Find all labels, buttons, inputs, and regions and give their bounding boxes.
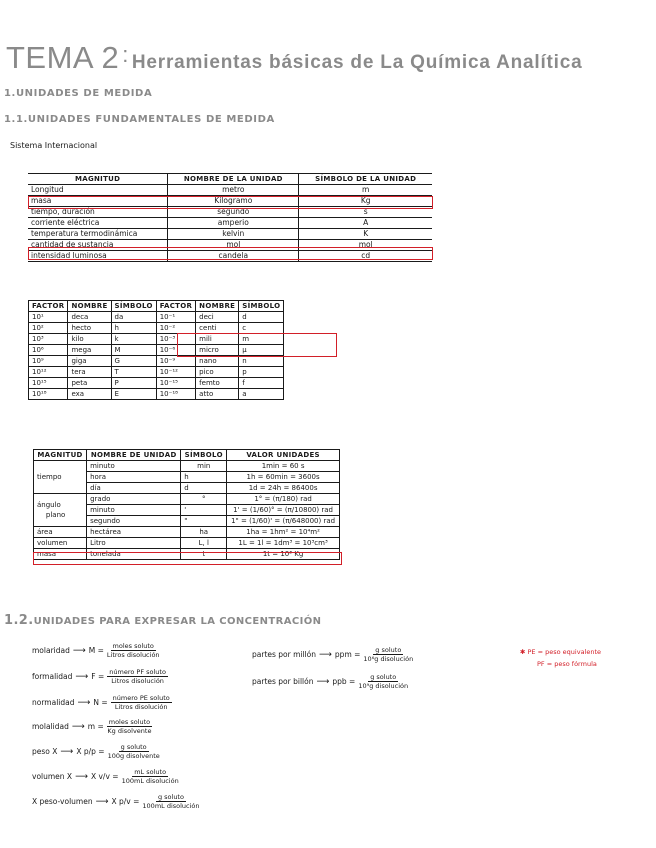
denominator: 100mL disolución	[142, 802, 200, 810]
header-cell: VALOR UNIDADES	[227, 450, 340, 461]
table-cell	[34, 494, 87, 527]
fraction	[108, 743, 160, 760]
table-cell: 1' = (1/60)° = (π/10800) rad	[227, 505, 340, 516]
note-pe: ✱ PE = peso equivalente	[520, 648, 602, 656]
table-row	[29, 345, 284, 356]
table-cell: deca	[68, 312, 111, 323]
arrow-icon: ⟶	[77, 697, 91, 708]
table-cell: min	[181, 461, 227, 472]
formula-ppm	[252, 646, 413, 663]
table-cell: micro	[196, 345, 239, 356]
formula-lhs: X p/p =	[76, 747, 105, 756]
table-cell: 10⁻¹⁸	[156, 389, 195, 400]
table-cell: mega	[68, 345, 111, 356]
denominator: 100mL disolución	[121, 777, 179, 785]
table-cell: ha	[181, 527, 227, 538]
header-cell: SÍMBOLO DE LA UNIDAD	[299, 174, 432, 185]
header-cell: NOMBRE	[68, 301, 111, 312]
table-cell: °	[181, 494, 227, 505]
formula-normalidad	[32, 694, 172, 711]
table-cell: masa	[28, 196, 168, 207]
table-cell: metro	[168, 185, 299, 196]
formula-name: peso X	[32, 747, 58, 756]
table-cell: t	[181, 549, 227, 560]
header-cell: NOMBRE DE UNIDAD	[87, 450, 181, 461]
table-cell: atto	[196, 389, 239, 400]
table-cell: candela	[168, 251, 299, 262]
numerator: g soluto	[157, 793, 184, 801]
fraction	[111, 694, 172, 711]
formula-name: normalidad	[32, 698, 75, 707]
fraction	[107, 668, 168, 685]
plane-label: plano	[45, 511, 66, 519]
formula-formalidad	[32, 668, 168, 685]
table-cell: L, l	[181, 538, 227, 549]
table-cell: P	[111, 378, 156, 389]
table-cell: mol	[299, 240, 432, 251]
arrow-icon: ⟶	[319, 649, 332, 660]
table-cell: exa	[68, 389, 111, 400]
table-row	[34, 527, 340, 538]
table-cell: f	[239, 378, 284, 389]
numerator: número PF soluto	[109, 668, 166, 676]
table-row	[28, 251, 432, 262]
table-cell: 10⁻³	[156, 334, 195, 345]
table-cell: 10⁻¹²	[156, 367, 195, 378]
table-cell: masa	[34, 549, 87, 560]
table-cell: área	[34, 527, 87, 538]
page-title	[6, 40, 582, 76]
table-cell: 1t = 10³ Kg	[227, 549, 340, 560]
table-cell: segundo	[168, 207, 299, 218]
section-number: 1.2.	[4, 613, 34, 628]
table-row	[28, 185, 432, 196]
table-cell: 10¹⁸	[29, 389, 68, 400]
formula-peso-volumen	[32, 793, 200, 810]
denominator: 100g disolvente	[107, 752, 160, 760]
prefixes-table	[28, 300, 284, 400]
table-cell: n	[239, 356, 284, 367]
numerator: mL soluto	[134, 768, 167, 776]
table-cell: hectárea	[87, 527, 181, 538]
denominator: Litros disolución	[114, 703, 168, 711]
table-cell: corriente eléctrica	[28, 218, 168, 229]
table-cell: A	[299, 218, 432, 229]
table-row	[34, 538, 340, 549]
table-cell: '	[181, 505, 227, 516]
table-cell: 10¹	[29, 312, 68, 323]
note-pf: PF = peso fórmula	[537, 660, 597, 668]
table-row	[28, 240, 432, 251]
table-cell: tonelada	[87, 549, 181, 560]
formula-ppb	[252, 673, 408, 690]
header-cell: SÍMBOLO	[239, 301, 284, 312]
table-cell: minuto	[87, 505, 181, 516]
formula-lhs: ppm =	[334, 650, 361, 659]
table-cell: 10¹²	[29, 367, 68, 378]
table-cell: 10²	[29, 323, 68, 334]
table-cell: 1h = 60min = 3600s	[227, 472, 340, 483]
header-cell: NOMBRE	[196, 301, 239, 312]
denominator: Litros disolución	[111, 677, 164, 685]
formula-lhs: X p/v =	[111, 797, 140, 806]
table-cell: 1L = 1l = 1dm³ = 10³cm³	[227, 538, 340, 549]
non-si-units-table	[33, 449, 340, 560]
header-cell: FACTOR	[156, 301, 195, 312]
formula-lhs: m =	[87, 722, 104, 731]
table-cell: tiempo, duración	[28, 207, 168, 218]
header-cell: MAGNITUD	[28, 174, 168, 185]
denominator: 10⁹g disolución	[358, 682, 409, 690]
angle-label: ángulo	[37, 501, 61, 509]
subheading-si: Sistema Internacional	[10, 141, 98, 150]
table-cell: tera	[68, 367, 111, 378]
title-colon: :	[122, 42, 129, 67]
formula-molalidad	[32, 718, 152, 735]
table-row	[28, 229, 432, 240]
formula-lhs: ppb =	[332, 677, 356, 686]
table-row	[34, 461, 340, 472]
table-cell: pico	[196, 367, 239, 378]
table-header-row	[28, 174, 432, 185]
header-cell: SÍMBOLO	[111, 301, 156, 312]
header-cell: MAGNITUD	[34, 450, 87, 461]
table-cell: k	[111, 334, 156, 345]
numerator: número PE soluto	[112, 694, 170, 702]
table-cell: h	[111, 323, 156, 334]
table-cell: mili	[196, 334, 239, 345]
table-row	[28, 218, 432, 229]
table-cell: Litro	[87, 538, 181, 549]
table-cell: Kilogramo	[168, 196, 299, 207]
arrow-icon: ⟶	[71, 721, 85, 732]
denominator: 10⁶g disolución	[363, 655, 414, 663]
table-cell: intensidad luminosa	[28, 251, 168, 262]
table-cell: nano	[196, 356, 239, 367]
header-cell: FACTOR	[29, 301, 68, 312]
arrow-icon: ⟶	[75, 771, 88, 782]
table-cell: hecto	[68, 323, 111, 334]
fraction	[107, 642, 160, 659]
table-cell: femto	[196, 378, 239, 389]
formula-lhs: M =	[88, 646, 104, 655]
table-cell: deci	[196, 312, 239, 323]
numerator: g soluto	[120, 743, 147, 751]
table-cell: 10¹⁵	[29, 378, 68, 389]
table-header-row	[34, 450, 340, 461]
fraction	[363, 646, 413, 663]
table-cell: minuto	[87, 461, 181, 472]
table-cell: 1ha = 1hm² = 10⁴m²	[227, 527, 340, 538]
fraction	[142, 793, 199, 810]
table-cell: día	[87, 483, 181, 494]
table-cell: p	[239, 367, 284, 378]
fraction	[358, 673, 408, 690]
table-cell: cd	[299, 251, 432, 262]
formula-volumen	[32, 768, 179, 785]
table-row	[34, 494, 340, 505]
formula-lhs: X v/v =	[90, 772, 119, 781]
table-cell: peta	[68, 378, 111, 389]
section-heading-1-2	[4, 613, 321, 628]
header-cell: SÍMBOLO	[181, 450, 227, 461]
table-cell: segundo	[87, 516, 181, 527]
numerator: g soluto	[375, 646, 402, 654]
table-cell: 10⁻⁹	[156, 356, 195, 367]
numerator: g soluto	[370, 673, 397, 681]
fraction	[107, 718, 152, 735]
formula-name: partes por millón	[252, 650, 317, 659]
arrow-icon: ⟶	[95, 796, 109, 807]
table-cell: kilo	[68, 334, 111, 345]
table-row	[29, 312, 284, 323]
table-cell: "	[181, 516, 227, 527]
table-cell: giga	[68, 356, 111, 367]
numerator: moles soluto	[108, 718, 151, 726]
table-cell: amperio	[168, 218, 299, 229]
formula-name: volumen X	[32, 772, 73, 781]
formula-name: molalidad	[32, 722, 69, 731]
table-cell: centi	[196, 323, 239, 334]
table-cell: m	[299, 185, 432, 196]
table-cell: mol	[168, 240, 299, 251]
table-cell: 10⁻¹⁵	[156, 378, 195, 389]
formula-name: formalidad	[32, 672, 73, 681]
table-cell: 1d = 24h = 86400s	[227, 483, 340, 494]
header-cell: NOMBRE DE LA UNIDAD	[168, 174, 299, 185]
table-cell: 10⁻²	[156, 323, 195, 334]
table-cell: T	[111, 367, 156, 378]
table-row	[29, 378, 284, 389]
table-cell: d	[181, 483, 227, 494]
table-row	[28, 207, 432, 218]
table-cell: M	[111, 345, 156, 356]
formula-peso	[32, 743, 160, 760]
table-cell: 10⁹	[29, 356, 68, 367]
table-cell: c	[239, 323, 284, 334]
table-cell: h	[181, 472, 227, 483]
table-row	[29, 389, 284, 400]
formula-name: molaridad	[32, 646, 70, 655]
formula-name: X peso-volumen	[32, 797, 93, 806]
table-row	[28, 196, 432, 207]
table-cell: 1min = 60 s	[227, 461, 340, 472]
table-row	[29, 367, 284, 378]
arrow-icon: ⟶	[75, 671, 89, 682]
title-subject: Herramientas básicas de La Química Analítica	[131, 52, 583, 73]
table-cell: µ	[239, 345, 284, 356]
arrow-icon: ⟶	[60, 746, 74, 757]
table-header-row	[29, 301, 284, 312]
table-row	[34, 549, 340, 560]
formula-molaridad	[32, 642, 160, 659]
table-cell: 1" = (1/60)' = (π/648000) rad	[227, 516, 340, 527]
arrow-icon: ⟶	[72, 645, 86, 656]
table-cell: G	[111, 356, 156, 367]
table-cell: da	[111, 312, 156, 323]
table-cell: E	[111, 389, 156, 400]
section-title: UNIDADES PARA EXPRESAR LA CONCENTRACIÓN	[33, 616, 322, 627]
table-cell: s	[299, 207, 432, 218]
table-row	[29, 323, 284, 334]
table-cell: Longitud	[28, 185, 168, 196]
table-cell: tiempo	[34, 461, 87, 494]
table-cell: 10⁶	[29, 345, 68, 356]
formula-lhs: F =	[91, 672, 105, 681]
formula-lhs: N =	[93, 698, 108, 707]
fundamental-units-table	[28, 173, 432, 262]
table-cell: 10⁻⁶	[156, 345, 195, 356]
section-heading-1-1: 1.1.UNIDADES FUNDAMENTALES DE MEDIDA	[4, 114, 275, 125]
title-tema: TEMA	[6, 40, 93, 75]
table-cell: a	[239, 389, 284, 400]
table-cell: grado	[87, 494, 181, 505]
table-row	[29, 334, 284, 345]
table-cell: volumen	[34, 538, 87, 549]
denominator: Kg disolvente	[107, 727, 152, 735]
denominator: Litros disolución	[106, 651, 160, 659]
fraction	[122, 768, 179, 785]
table-cell: d	[239, 312, 284, 323]
table-cell: m	[239, 334, 284, 345]
table-cell: kelvin	[168, 229, 299, 240]
title-number: 2	[101, 40, 120, 75]
table-cell: Kg	[299, 196, 432, 207]
table-cell: K	[299, 229, 432, 240]
numerator: moles soluto	[112, 642, 154, 650]
table-cell: cantidad de sustancia	[28, 240, 168, 251]
table-cell: 1° = (π/180) rad	[227, 494, 340, 505]
table-cell: temperatura termodinámica	[28, 229, 168, 240]
formula-name: partes por billón	[252, 677, 314, 686]
table-row	[29, 356, 284, 367]
table-cell: hora	[87, 472, 181, 483]
arrow-icon: ⟶	[316, 676, 330, 687]
table-cell: 10³	[29, 334, 68, 345]
table-cell: 10⁻¹	[156, 312, 195, 323]
section-heading-1: 1.UNIDADES DE MEDIDA	[4, 88, 153, 99]
